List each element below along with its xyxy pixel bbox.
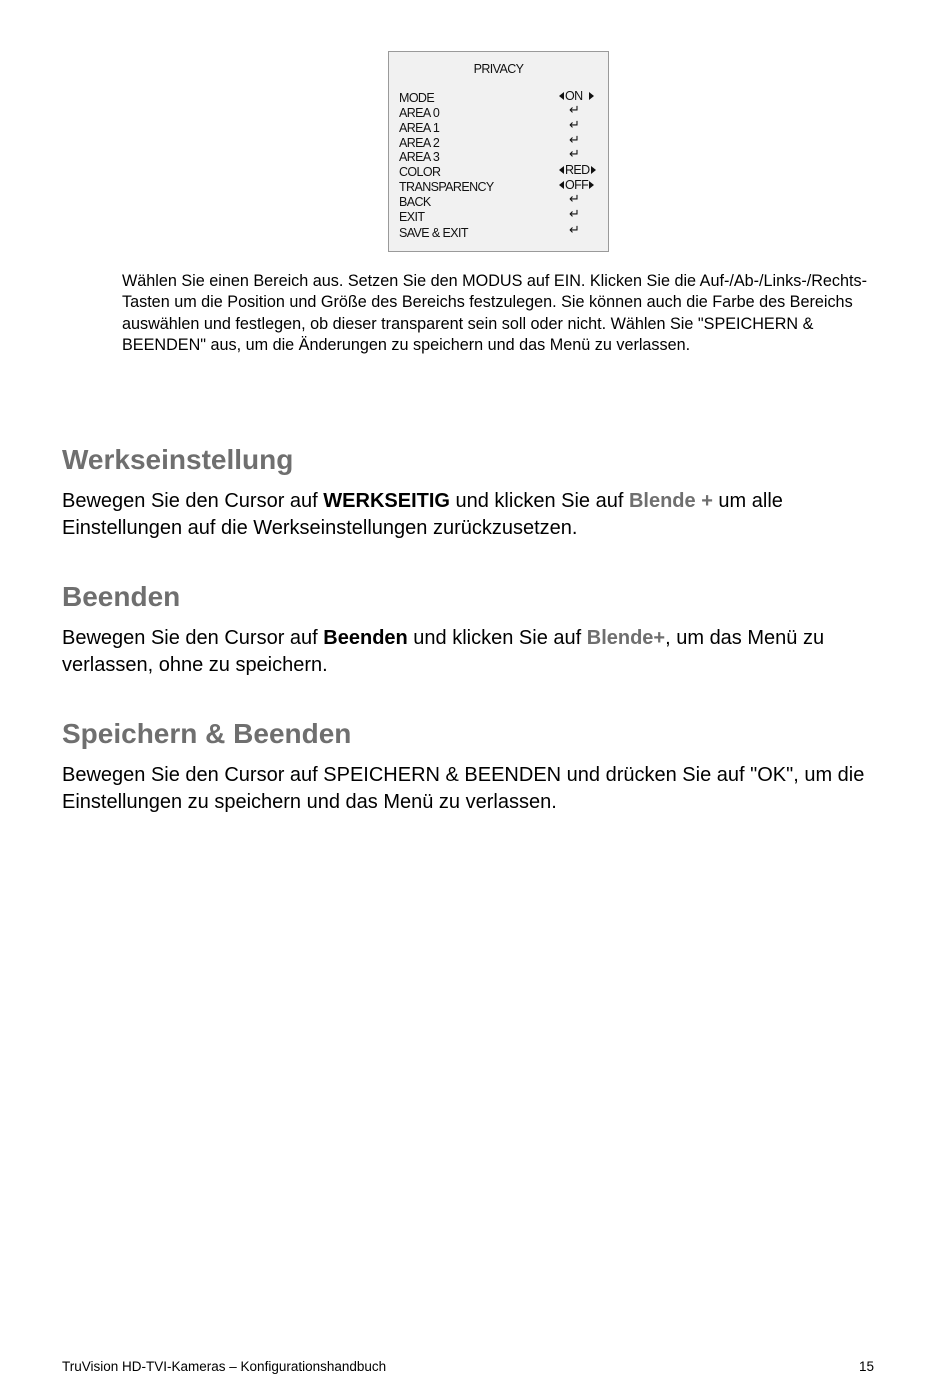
menu-label: BACK [399, 195, 431, 209]
highlight-term: Blende+ [586, 627, 666, 649]
paragraph-beenden [62, 625, 892, 678]
menu-label: AREA 0 [399, 106, 440, 120]
menu-title: PRIVACY [473, 62, 524, 76]
menu-value: OFF [565, 178, 589, 192]
enter-icon: ↵ [569, 102, 580, 117]
menu-label: AREA 1 [399, 121, 440, 135]
page-number: 15 [858, 1359, 874, 1374]
heading-speichern-beenden: Speichern & Beenden [62, 718, 352, 749]
menu-label: TRANSPARENCY [399, 180, 494, 194]
enter-icon: ↵ [569, 206, 580, 221]
menu-label: MODE [399, 91, 435, 105]
menu-row-save-exit [399, 222, 599, 241]
menu-value: ON [565, 89, 583, 103]
text: und klicken Sie auf [449, 490, 629, 512]
menu-label: EXIT [399, 210, 425, 224]
menu-value: RED [565, 163, 590, 177]
menu-value-selector [559, 163, 596, 178]
enter-icon: ↵ [569, 117, 580, 132]
menu-label: AREA 3 [399, 150, 440, 164]
text: , um das Menü zu verlassen, ohne zu speichern. [62, 627, 825, 676]
enter-icon: ↵ [569, 191, 580, 206]
heading-beenden: Beenden [62, 581, 181, 612]
paragraph-werkseinstellung [62, 488, 892, 541]
text: um alle Einstellungen auf die Werkseinstellungen zurückzusetzen. [62, 490, 783, 539]
menu-label: AREA 2 [399, 136, 440, 150]
privacy-menu-screenshot [388, 51, 609, 252]
enter-icon: ↵ [569, 132, 580, 147]
menu-label: SAVE & EXIT [399, 226, 468, 240]
enter-icon: ↵ [569, 222, 580, 237]
arrow-left-icon [559, 92, 564, 100]
text: und klicken Sie auf [407, 627, 587, 649]
text: Bewegen Sie den Cursor auf [62, 490, 324, 512]
arrow-left-icon [559, 181, 564, 189]
arrow-right-icon [589, 92, 594, 100]
text: Bewegen Sie den Cursor auf [62, 627, 324, 649]
menu-label: COLOR [399, 165, 441, 179]
enter-icon: ↵ [569, 146, 580, 161]
bold-term: Beenden [323, 627, 408, 649]
paragraph-speichern-beenden: Bewegen Sie den Cursor auf SPEICHERN & BEENDEN und drücken Sie auf "OK", um die Einstellungen zu speichern und das Menü zu verlassen. [62, 764, 865, 813]
footer-title: TruVision HD-TVI-Kameras – Konfigurationshandbuch [62, 1359, 387, 1374]
arrow-right-icon [591, 166, 596, 174]
arrow-left-icon [559, 166, 564, 174]
bold-term: WERKSEITIG [323, 490, 450, 512]
highlight-term: Blende + [628, 490, 713, 512]
intro-paragraph: Wählen Sie einen Bereich aus. Setzen Sie den MODUS auf EIN. Klicken Sie die Auf-/Ab-/Links-/Rechts-Tasten um die Position und Größe des Bereichs festzulegen. Sie können auch die Farbe des Bereichs auswählen und festlegen, ob dieser transparent sein soll oder nicht. Wählen Sie "SPEICHERN & BEENDEN" aus, um die Änderungen zu speichern und das Menü zu verlassen. [122, 272, 867, 354]
arrow-right-icon [589, 181, 594, 189]
heading-werkseinstellung: Werkseinstellung [62, 444, 294, 475]
